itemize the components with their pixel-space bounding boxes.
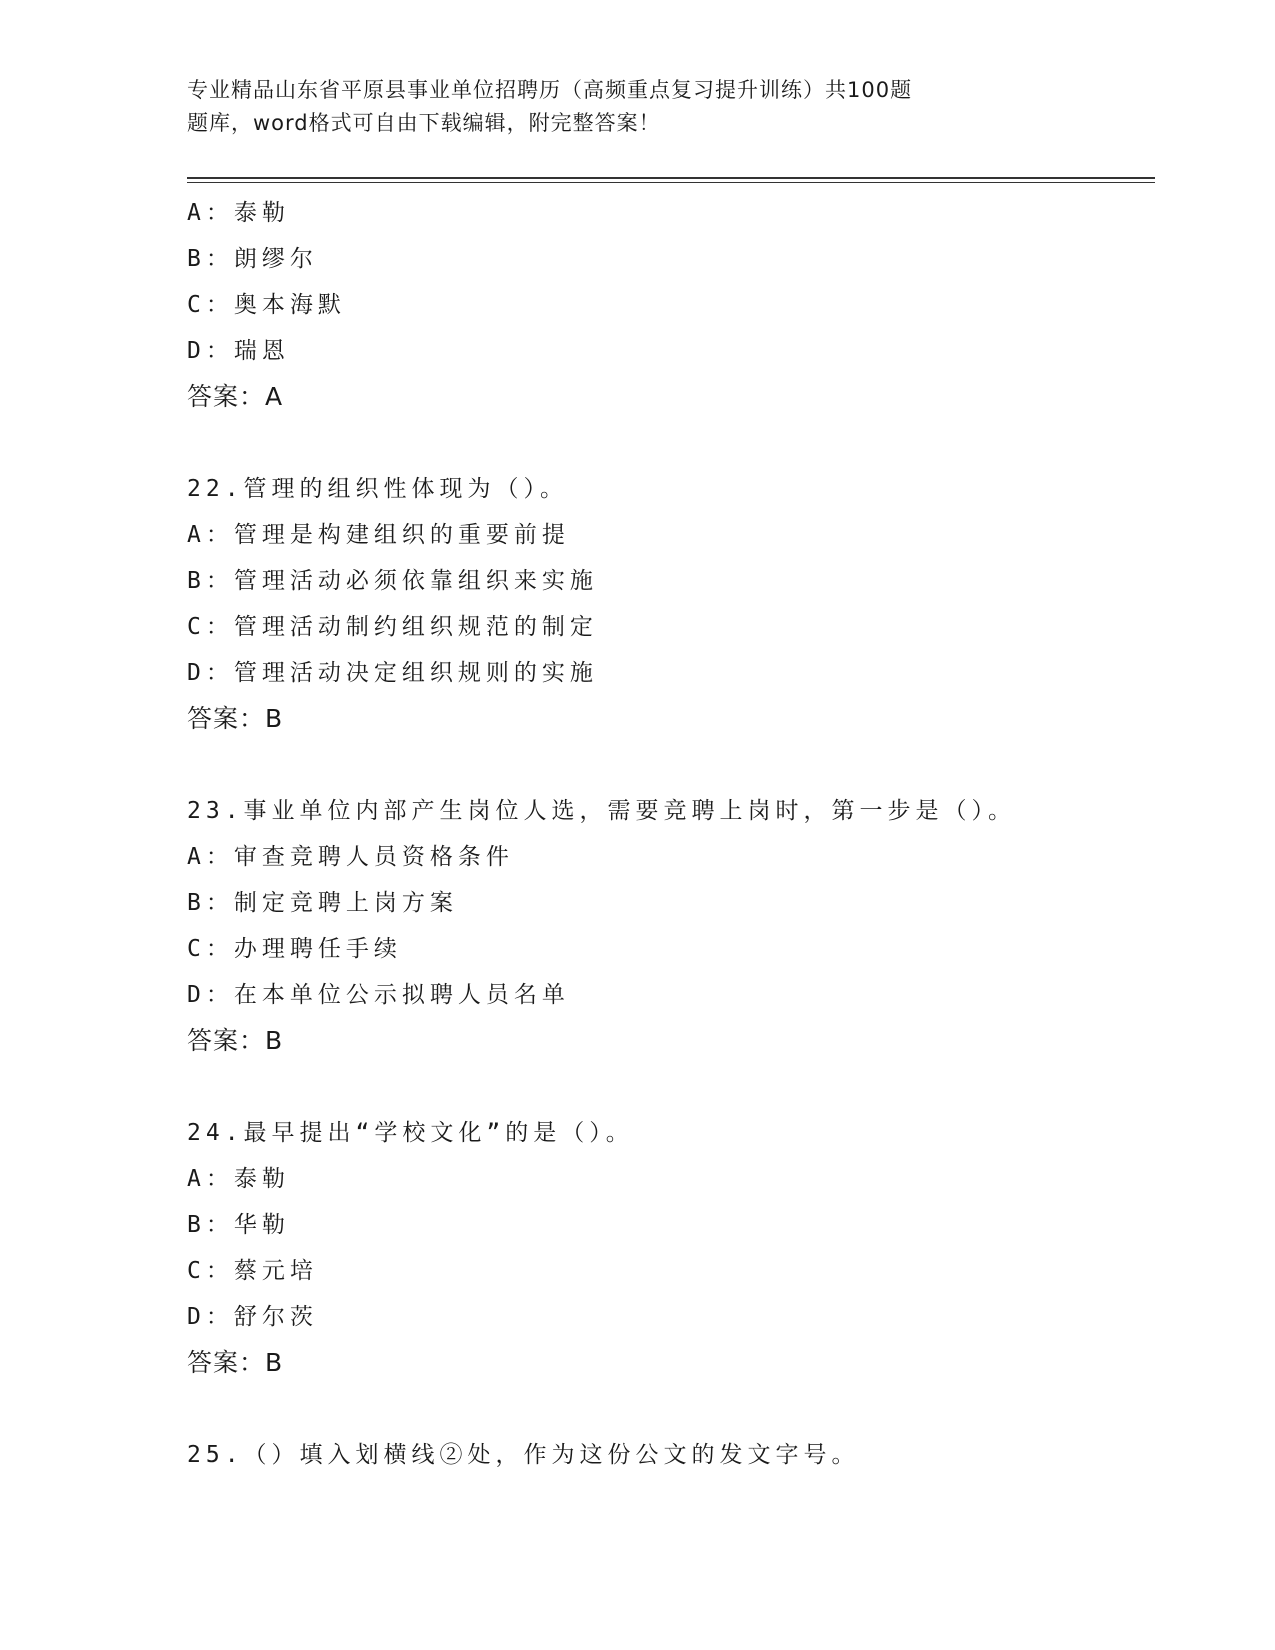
option-c: C：蔡元培 [187,1258,318,1284]
answer-line: 答案：B [187,1348,284,1377]
option-c: C：奥本海默 [187,292,346,318]
option-a: A：管理是构建组织的重要前提 [187,522,570,548]
answer-line: 答案：B [187,704,284,733]
question-24 [187,1110,1187,1386]
option-b: B：朗缪尔 [187,246,318,272]
header-divider-thick [187,177,1155,179]
question-stem: 22.管理的组织性体现为（）。 [187,476,569,502]
option-a: A：泰勒 [187,200,290,226]
question-23 [187,788,1187,1064]
option-d: D：瑞恩 [187,338,290,364]
option-d: D：管理活动决定组织规则的实施 [187,660,598,686]
question-list [187,190,1187,1478]
header-title-line-2: 题库，word格式可自由下载编辑，附完整答案！ [187,111,661,135]
option-d: D：在本单位公示拟聘人员名单 [187,982,570,1008]
answer-line: 答案：B [187,1026,284,1055]
option-c: C：管理活动制约组织规范的制定 [187,614,598,640]
option-b: B：制定竞聘上岗方案 [187,890,458,916]
option-d: D：舒尔茨 [187,1304,318,1330]
option-b: B：管理活动必须依靠组织来实施 [187,568,598,594]
header-divider-thin [187,182,1155,183]
option-c: C：办理聘任手续 [187,936,402,962]
question-stem: 24.最早提出“学校文化”的是（）。 [187,1120,634,1146]
option-a: A：泰勒 [187,1166,290,1192]
option-a: A：审查竞聘人员资格条件 [187,844,514,870]
question-stem: 23.事业单位内部产生岗位人选，需要竞聘上岗时，第一步是（）。 [187,798,1017,824]
option-b: B：华勒 [187,1212,290,1238]
question-block-previous [187,190,1187,420]
document-header [187,74,1047,140]
answer-line: 答案：A [187,382,284,411]
question-22 [187,466,1187,742]
question-25 [187,1432,1187,1478]
question-stem: 25.（）填入划横线②处，作为这份公文的发文字号。 [187,1442,860,1468]
header-title-line-1: 专业精品山东省平原县事业单位招聘历（高频重点复习提升训练）共100题 [187,78,913,102]
